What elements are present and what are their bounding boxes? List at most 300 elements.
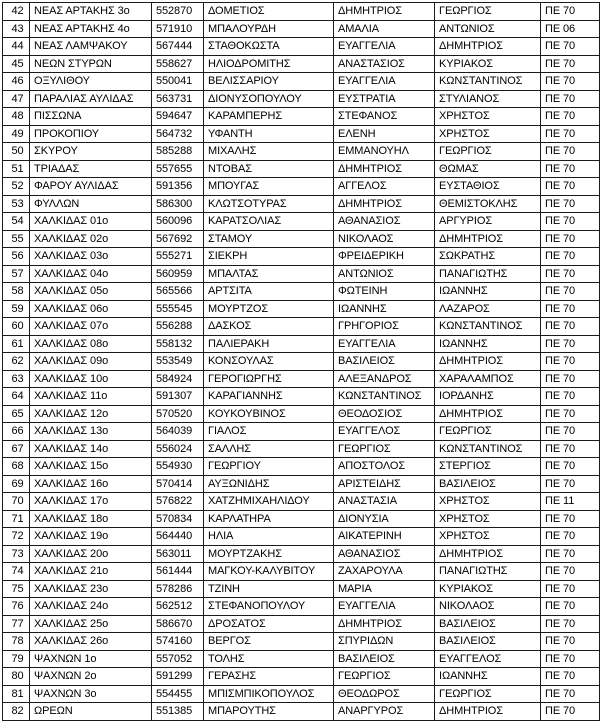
cell-first-name: ΘΕΟΔΩΡΟΣ <box>334 685 435 703</box>
cell-first-name: ΓΕΩΡΓΙΟΣ <box>334 668 435 686</box>
cell-num: 56 <box>3 248 30 266</box>
cell-surname: ΔΑΣΚΟΣ <box>204 318 334 336</box>
cell-father-name: ΣΤΥΛΙΑΝΟΣ <box>435 90 541 108</box>
cell-school: ΧΑΛΚΙΔΑΣ 23ο <box>30 580 152 598</box>
table-row <box>3 685 600 703</box>
cell-specialty: ΠΕ 70 <box>541 90 600 108</box>
table-row <box>3 370 600 388</box>
cell-code: 555271 <box>152 248 204 266</box>
cell-father-name: ΓΕΩΡΓΙΟΣ <box>435 3 541 21</box>
cell-father-name: ΑΡΓΥΡΙΟΣ <box>435 213 541 231</box>
cell-code: 570414 <box>152 475 204 493</box>
cell-code: 560959 <box>152 265 204 283</box>
cell-school: ΝΕΑΣ ΛΑΜΨΑΚΟΥ <box>30 38 152 56</box>
cell-specialty: ΠΕ 70 <box>541 55 600 73</box>
cell-code: 585288 <box>152 143 204 161</box>
cell-specialty: ΠΕ 70 <box>541 703 600 721</box>
cell-specialty: ΠΕ 70 <box>541 633 600 651</box>
cell-code: 554930 <box>152 458 204 476</box>
cell-code: 574160 <box>152 633 204 651</box>
table-body <box>3 3 600 721</box>
cell-num: 78 <box>3 633 30 651</box>
cell-num: 68 <box>3 458 30 476</box>
cell-surname: ΓΕΡΟΓΙΩΡΓΗΣ <box>204 370 334 388</box>
cell-surname: ΓΙΑΛΟΣ <box>204 423 334 441</box>
cell-first-name: ΒΑΣΙΛΕΙΟΣ <box>334 650 435 668</box>
cell-num: 63 <box>3 370 30 388</box>
cell-code: 563731 <box>152 90 204 108</box>
table-row <box>3 300 600 318</box>
cell-first-name: ΕΥΑΓΓΕΛΙΑ <box>334 73 435 91</box>
cell-school: ΧΑΛΚΙΔΑΣ 03ο <box>30 248 152 266</box>
cell-code: 576822 <box>152 493 204 511</box>
cell-first-name: ΙΩΑΝΝΗΣ <box>334 300 435 318</box>
cell-school: ΩΡΕΩΝ <box>30 703 152 721</box>
cell-school: ΧΑΛΚΙΔΑΣ 13ο <box>30 423 152 441</box>
cell-father-name: ΠΑΝΑΓΙΩΤΗΣ <box>435 265 541 283</box>
cell-surname: ΠΑΛΙΕΡΑΚΗ <box>204 335 334 353</box>
cell-surname: ΜΠΟΥΓΑΣ <box>204 178 334 196</box>
cell-surname: ΣΤΕΦΑΝΟΠΟΥΛΟΥ <box>204 598 334 616</box>
cell-num: 71 <box>3 510 30 528</box>
cell-school: ΧΑΛΚΙΔΑΣ 17ο <box>30 493 152 511</box>
cell-father-name: ΔΗΜΗΤΡΙΟΣ <box>435 230 541 248</box>
cell-specialty: ΠΕ 70 <box>541 3 600 21</box>
cell-school: ΠΡΟΚΟΠΙΟΥ <box>30 125 152 143</box>
cell-father-name: ΒΑΣΙΛΕΙΟΣ <box>435 475 541 493</box>
table-row <box>3 563 600 581</box>
cell-specialty: ΠΕ 70 <box>541 335 600 353</box>
cell-father-name: ΘΩΜΑΣ <box>435 160 541 178</box>
table-row <box>3 178 600 196</box>
cell-first-name: ΕΥΑΓΓΕΛΟΣ <box>334 423 435 441</box>
cell-school: ΧΑΛΚΙΔΑΣ 10ο <box>30 370 152 388</box>
table-row <box>3 335 600 353</box>
table-row <box>3 703 600 721</box>
cell-father-name: ΙΩΑΝΝΗΣ <box>435 283 541 301</box>
cell-father-name: ΠΑΝΑΓΙΩΤΗΣ <box>435 563 541 581</box>
cell-surname: ΜΠΑΛΟΥΡΔΗ <box>204 20 334 38</box>
table-row <box>3 580 600 598</box>
cell-specialty: ΠΕ 70 <box>541 73 600 91</box>
cell-first-name: ΑΝΑΣΤΑΣΙΑ <box>334 493 435 511</box>
cell-surname: ΚΑΡΛΑΤΗΡΑ <box>204 510 334 528</box>
cell-school: ΧΑΛΚΙΔΑΣ 18ο <box>30 510 152 528</box>
cell-school: ΧΑΛΚΙΔΑΣ 05ο <box>30 283 152 301</box>
cell-num: 73 <box>3 545 30 563</box>
cell-surname: ΔΟΜΕΤΙΟΣ <box>204 3 334 21</box>
table-row <box>3 160 600 178</box>
cell-num: 67 <box>3 440 30 458</box>
cell-school: ΧΑΛΚΙΔΑΣ 16ο <box>30 475 152 493</box>
cell-first-name: ΣΠΥΡΙΔΩΝ <box>334 633 435 651</box>
cell-father-name: ΧΑΡΑΛΑΜΠΟΣ <box>435 370 541 388</box>
cell-specialty: ΠΕ 70 <box>541 580 600 598</box>
cell-first-name: ΔΗΜΗΤΡΙΟΣ <box>334 195 435 213</box>
cell-father-name: ΑΝΤΩΝΙΟΣ <box>435 20 541 38</box>
cell-code: 560096 <box>152 213 204 231</box>
cell-first-name: ΔΗΜΗΤΡΙΟΣ <box>334 160 435 178</box>
table-row <box>3 633 600 651</box>
cell-specialty: ΠΕ 70 <box>541 650 600 668</box>
cell-father-name: ΧΡΗΣΤΟΣ <box>435 125 541 143</box>
cell-num: 81 <box>3 685 30 703</box>
cell-num: 47 <box>3 90 30 108</box>
cell-school: ΠΑΡΑΛΙΑΣ ΑΥΛΙΔΑΣ <box>30 90 152 108</box>
cell-school: ΧΑΛΚΙΔΑΣ 21ο <box>30 563 152 581</box>
cell-specialty: ΠΕ 70 <box>541 265 600 283</box>
cell-specialty: ΠΕ 70 <box>541 108 600 126</box>
cell-code: 552870 <box>152 3 204 21</box>
cell-code: 555545 <box>152 300 204 318</box>
cell-first-name: ΖΑΧΑΡΟΥΛΑ <box>334 563 435 581</box>
cell-num: 44 <box>3 38 30 56</box>
cell-surname: ΚΟΥΚΟΥΒΙΝΟΣ <box>204 405 334 423</box>
cell-specialty: ΠΕ 70 <box>541 353 600 371</box>
cell-num: 55 <box>3 230 30 248</box>
table-row <box>3 668 600 686</box>
cell-num: 79 <box>3 650 30 668</box>
cell-surname: ΥΦΑΝΤΗ <box>204 125 334 143</box>
table-row <box>3 55 600 73</box>
cell-father-name: ΔΗΜΗΤΡΙΟΣ <box>435 703 541 721</box>
cell-father-name: ΓΕΩΡΓΙΟΣ <box>435 423 541 441</box>
cell-num: 72 <box>3 528 30 546</box>
cell-school: ΨΑΧΝΩΝ 1ο <box>30 650 152 668</box>
cell-surname: ΜΠΑΛΤΑΣ <box>204 265 334 283</box>
cell-num: 70 <box>3 493 30 511</box>
cell-code: 564039 <box>152 423 204 441</box>
cell-specialty: ΠΕ 70 <box>541 545 600 563</box>
cell-first-name: ΑΝΤΩΝΙΟΣ <box>334 265 435 283</box>
cell-surname: ΜΑΓΚΟΥ-ΚΑΛΥΒΙΤΟΥ <box>204 563 334 581</box>
table-row <box>3 650 600 668</box>
cell-first-name: ΕΛΕΝΗ <box>334 125 435 143</box>
cell-specialty: ΠΕ 70 <box>541 213 600 231</box>
cell-code: 567444 <box>152 38 204 56</box>
cell-surname: ΗΛΙΑ <box>204 528 334 546</box>
table-row <box>3 545 600 563</box>
cell-father-name: ΔΗΜΗΤΡΙΟΣ <box>435 38 541 56</box>
cell-code: 557052 <box>152 650 204 668</box>
cell-code: 570520 <box>152 405 204 423</box>
table-row <box>3 3 600 21</box>
cell-specialty: ΠΕ 70 <box>541 230 600 248</box>
table-row <box>3 213 600 231</box>
cell-father-name: ΔΗΜΗΤΡΙΟΣ <box>435 405 541 423</box>
cell-school: ΝΕΑΣ ΑΡΤΑΚΗΣ 4ο <box>30 20 152 38</box>
table-row <box>3 528 600 546</box>
cell-father-name: ΘΕΜΙΣΤΟΚΛΗΣ <box>435 195 541 213</box>
cell-specialty: ΠΕ 11 <box>541 493 600 511</box>
cell-surname: ΚΑΡΑΤΣΟΛΙΑΣ <box>204 213 334 231</box>
cell-surname: ΓΕΩΡΓΙΟΥ <box>204 458 334 476</box>
cell-surname: ΜΟΥΡΤΖΟΣ <box>204 300 334 318</box>
table-row <box>3 388 600 406</box>
cell-first-name: ΔΗΜΗΤΡΙΟΣ <box>334 615 435 633</box>
cell-first-name: ΑΠΟΣΤΟΛΟΣ <box>334 458 435 476</box>
cell-school: ΠΙΣΣΩΝΑ <box>30 108 152 126</box>
cell-code: 584924 <box>152 370 204 388</box>
cell-code: 553549 <box>152 353 204 371</box>
cell-num: 60 <box>3 318 30 336</box>
cell-school: ΝΕΩΝ ΣΤΥΡΩΝ <box>30 55 152 73</box>
cell-code: 591299 <box>152 668 204 686</box>
table-row <box>3 20 600 38</box>
cell-code: 567692 <box>152 230 204 248</box>
cell-first-name: ΘΕΟΔΟΣΙΟΣ <box>334 405 435 423</box>
cell-num: 80 <box>3 668 30 686</box>
cell-specialty: ΠΕ 70 <box>541 160 600 178</box>
cell-specialty: ΠΕ 70 <box>541 458 600 476</box>
cell-surname: ΤΟΛΗΣ <box>204 650 334 668</box>
table-row <box>3 493 600 511</box>
cell-father-name: ΔΗΜΗΤΡΙΟΣ <box>435 353 541 371</box>
table-row <box>3 125 600 143</box>
cell-code: 565566 <box>152 283 204 301</box>
cell-specialty: ΠΕ 70 <box>541 318 600 336</box>
cell-school: ΧΑΛΚΙΔΑΣ 07ο <box>30 318 152 336</box>
cell-father-name: ΙΩΑΝΝΗΣ <box>435 335 541 353</box>
cell-code: 557655 <box>152 160 204 178</box>
cell-num: 58 <box>3 283 30 301</box>
table-row <box>3 405 600 423</box>
cell-first-name: ΓΕΩΡΓΙΟΣ <box>334 440 435 458</box>
cell-school: ΧΑΛΚΙΔΑΣ 19ο <box>30 528 152 546</box>
cell-surname: ΒΕΡΓΟΣ <box>204 633 334 651</box>
cell-surname: ΑΡΤΣΙΤΑ <box>204 283 334 301</box>
cell-first-name: ΜΑΡΙΑ <box>334 580 435 598</box>
cell-father-name: ΓΕΩΡΓΙΟΣ <box>435 685 541 703</box>
cell-first-name: ΑΝΑΡΓΥΡΟΣ <box>334 703 435 721</box>
cell-school: ΧΑΛΚΙΔΑΣ 08ο <box>30 335 152 353</box>
cell-num: 82 <box>3 703 30 721</box>
cell-code: 591307 <box>152 388 204 406</box>
cell-surname: ΧΑΤΖΗΜΙΧΑΗΛΙΔΟΥ <box>204 493 334 511</box>
cell-first-name: ΚΩΝΣΤΑΝΤΙΝΟΣ <box>334 388 435 406</box>
table-row <box>3 73 600 91</box>
cell-code: 556288 <box>152 318 204 336</box>
cell-first-name: ΔΙΟΝΥΣΙΑ <box>334 510 435 528</box>
table-row <box>3 423 600 441</box>
cell-specialty: ΠΕ 70 <box>541 300 600 318</box>
cell-code: 571910 <box>152 20 204 38</box>
cell-school: ΧΑΛΚΙΔΑΣ 01ο <box>30 213 152 231</box>
cell-father-name: ΕΥΑΓΓΕΛΟΣ <box>435 650 541 668</box>
cell-first-name: ΓΡΗΓΟΡΙΟΣ <box>334 318 435 336</box>
cell-surname: ΔΙΟΝΥΣΟΠΟΥΛΟΥ <box>204 90 334 108</box>
cell-specialty: ΠΕ 70 <box>541 423 600 441</box>
cell-father-name: ΚΩΝΣΤΑΝΤΙΝΟΣ <box>435 73 541 91</box>
cell-num: 54 <box>3 213 30 231</box>
cell-surname: ΜΠΙΣΜΠΙΚΟΠΟΥΛΟΣ <box>204 685 334 703</box>
cell-num: 48 <box>3 108 30 126</box>
cell-code: 550041 <box>152 73 204 91</box>
cell-specialty: ΠΕ 70 <box>541 38 600 56</box>
cell-school: ΧΑΛΚΙΔΑΣ 25ο <box>30 615 152 633</box>
cell-school: ΧΑΛΚΙΔΑΣ 02ο <box>30 230 152 248</box>
cell-first-name: ΕΥΑΓΓΕΛΙΑ <box>334 598 435 616</box>
cell-num: 53 <box>3 195 30 213</box>
cell-first-name: ΑΘΑΝΑΣΙΟΣ <box>334 213 435 231</box>
cell-father-name: ΙΩΑΝΝΗΣ <box>435 668 541 686</box>
cell-first-name: ΣΤΕΦΑΝΟΣ <box>334 108 435 126</box>
cell-code: 554455 <box>152 685 204 703</box>
cell-father-name: ΣΤΕΡΓΙΟΣ <box>435 458 541 476</box>
cell-surname: ΚΛΩΤΣΟΤΥΡΑΣ <box>204 195 334 213</box>
cell-first-name: ΒΑΣΙΛΕΙΟΣ <box>334 353 435 371</box>
table-row <box>3 353 600 371</box>
cell-surname: ΚΑΡΑΜΠΕΡΗΣ <box>204 108 334 126</box>
cell-father-name: ΕΥΣΤΑΘΙΟΣ <box>435 178 541 196</box>
cell-father-name: ΚΥΡΙΑΚΟΣ <box>435 580 541 598</box>
cell-surname: ΤΖΙΝΗ <box>204 580 334 598</box>
cell-code: 564732 <box>152 125 204 143</box>
cell-school: ΧΑΛΚΙΔΑΣ 04ο <box>30 265 152 283</box>
cell-num: 50 <box>3 143 30 161</box>
cell-school: ΧΑΛΚΙΔΑΣ 24ο <box>30 598 152 616</box>
cell-school: ΨΑΧΝΩΝ 2ο <box>30 668 152 686</box>
cell-first-name: ΕΥΣΤΡΑΤΙΑ <box>334 90 435 108</box>
cell-father-name: ΓΕΩΡΓΙΟΣ <box>435 143 541 161</box>
cell-father-name: ΧΡΗΣΤΟΣ <box>435 108 541 126</box>
cell-school: ΧΑΛΚΙΔΑΣ 26ο <box>30 633 152 651</box>
cell-specialty: ΠΕ 70 <box>541 685 600 703</box>
cell-code: 594647 <box>152 108 204 126</box>
cell-first-name: ΦΩΤΕΙΝΗ <box>334 283 435 301</box>
cell-specialty: ΠΕ 70 <box>541 248 600 266</box>
cell-code: 578286 <box>152 580 204 598</box>
cell-num: 42 <box>3 3 30 21</box>
cell-school: ΧΑΛΚΙΔΑΣ 09ο <box>30 353 152 371</box>
cell-surname: ΚΟΝΣΟΥΛΑΣ <box>204 353 334 371</box>
cell-school: ΨΑΧΝΩΝ 3ο <box>30 685 152 703</box>
cell-num: 75 <box>3 580 30 598</box>
cell-code: 586670 <box>152 615 204 633</box>
cell-specialty: ΠΕ 70 <box>541 405 600 423</box>
table-row <box>3 458 600 476</box>
cell-school: ΝΕΑΣ ΑΡΤΑΚΗΣ 3ο <box>30 3 152 21</box>
cell-code: 561444 <box>152 563 204 581</box>
cell-surname: ΒΕΛΙΣΣΑΡΙΟΥ <box>204 73 334 91</box>
cell-code: 586300 <box>152 195 204 213</box>
table-row <box>3 108 600 126</box>
cell-father-name: ΝΙΚΟΛΑΟΣ <box>435 598 541 616</box>
cell-num: 64 <box>3 388 30 406</box>
cell-surname: ΔΡΟΣΑΤΟΣ <box>204 615 334 633</box>
cell-school: ΦΥΛΛΩΝ <box>30 195 152 213</box>
cell-specialty: ΠΕ 70 <box>541 195 600 213</box>
cell-surname: ΜΟΥΡΤΖΑΚΗΣ <box>204 545 334 563</box>
cell-first-name: ΑΝΑΣΤΑΣΙΟΣ <box>334 55 435 73</box>
cell-num: 62 <box>3 353 30 371</box>
cell-code: 591356 <box>152 178 204 196</box>
cell-code: 556024 <box>152 440 204 458</box>
cell-code: 563011 <box>152 545 204 563</box>
table-row <box>3 248 600 266</box>
table-row <box>3 615 600 633</box>
cell-surname: ΣΙΕΚΡΗ <box>204 248 334 266</box>
cell-father-name: ΚΥΡΙΑΚΟΣ <box>435 55 541 73</box>
cell-father-name: ΒΑΣΙΛΕΙΟΣ <box>435 633 541 651</box>
cell-num: 74 <box>3 563 30 581</box>
cell-num: 46 <box>3 73 30 91</box>
cell-num: 43 <box>3 20 30 38</box>
cell-num: 76 <box>3 598 30 616</box>
cell-surname: ΣΤΑΜΟΥ <box>204 230 334 248</box>
table-row <box>3 38 600 56</box>
cell-num: 45 <box>3 55 30 73</box>
cell-code: 570834 <box>152 510 204 528</box>
cell-surname: ΓΕΡΑΣΗΣ <box>204 668 334 686</box>
cell-father-name: ΧΡΗΣΤΟΣ <box>435 510 541 528</box>
cell-num: 52 <box>3 178 30 196</box>
cell-first-name: ΑΡΙΣΤΕΙΔΗΣ <box>334 475 435 493</box>
cell-first-name: ΑΘΑΝΑΣΙΟΣ <box>334 545 435 563</box>
table-row <box>3 510 600 528</box>
cell-code: 562512 <box>152 598 204 616</box>
cell-father-name: ΣΩΚΡΑΤΗΣ <box>435 248 541 266</box>
cell-specialty: ΠΕ 70 <box>541 475 600 493</box>
cell-surname: ΗΛΙΟΔΡΟΜΙΤΗΣ <box>204 55 334 73</box>
cell-specialty: ΠΕ 70 <box>541 388 600 406</box>
cell-father-name: ΒΑΣΙΛΕΙΟΣ <box>435 615 541 633</box>
cell-surname: ΣΤΑΘΟΚΩΣΤΑ <box>204 38 334 56</box>
table-row <box>3 90 600 108</box>
cell-first-name: ΦΡΕΙΔΕΡΙΚΗ <box>334 248 435 266</box>
cell-first-name: ΕΥΑΓΓΕΛΙΑ <box>334 335 435 353</box>
cell-school: ΧΑΛΚΙΔΑΣ 15ο <box>30 458 152 476</box>
cell-num: 65 <box>3 405 30 423</box>
cell-school: ΧΑΛΚΙΔΑΣ 20ο <box>30 545 152 563</box>
cell-num: 61 <box>3 335 30 353</box>
cell-specialty: ΠΕ 70 <box>541 440 600 458</box>
cell-specialty: ΠΕ 70 <box>541 125 600 143</box>
cell-surname: ΜΙΧΑΛΗΣ <box>204 143 334 161</box>
table-row <box>3 475 600 493</box>
cell-surname: ΚΑΡΑΓΙΑΝΝΗΣ <box>204 388 334 406</box>
cell-school: ΧΑΛΚΙΔΑΣ 14ο <box>30 440 152 458</box>
cell-num: 49 <box>3 125 30 143</box>
table-row <box>3 143 600 161</box>
cell-first-name: ΑΛΕΞΑΝΔΡΟΣ <box>334 370 435 388</box>
cell-first-name: ΕΥΑΓΓΕΛΙΑ <box>334 38 435 56</box>
table-row <box>3 230 600 248</box>
cell-father-name: ΚΩΝΣΤΑΝΤΙΝΟΣ <box>435 318 541 336</box>
cell-code: 551385 <box>152 703 204 721</box>
cell-first-name: ΝΙΚΟΛΑΟΣ <box>334 230 435 248</box>
cell-code: 558627 <box>152 55 204 73</box>
cell-father-name: ΧΡΗΣΤΟΣ <box>435 493 541 511</box>
cell-specialty: ΠΕ 70 <box>541 563 600 581</box>
cell-specialty: ΠΕ 70 <box>541 668 600 686</box>
cell-first-name: ΑΜΑΛΙΑ <box>334 20 435 38</box>
cell-num: 51 <box>3 160 30 178</box>
cell-num: 77 <box>3 615 30 633</box>
cell-specialty: ΠΕ 70 <box>541 178 600 196</box>
cell-school: ΧΑΛΚΙΔΑΣ 06ο <box>30 300 152 318</box>
cell-first-name: ΑΓΓΕΛΟΣ <box>334 178 435 196</box>
cell-father-name: ΙΟΡΔΑΝΗΣ <box>435 388 541 406</box>
cell-code: 564440 <box>152 528 204 546</box>
cell-specialty: ΠΕ 70 <box>541 510 600 528</box>
cell-code: 558132 <box>152 335 204 353</box>
cell-first-name: ΔΗΜΗΤΡΙΟΣ <box>334 3 435 21</box>
cell-school: ΟΞΥΛΙΘΟΥ <box>30 73 152 91</box>
cell-surname: ΑΥΞΩΝΙΔΗΣ <box>204 475 334 493</box>
cell-specialty: ΠΕ 70 <box>541 143 600 161</box>
table-row <box>3 440 600 458</box>
